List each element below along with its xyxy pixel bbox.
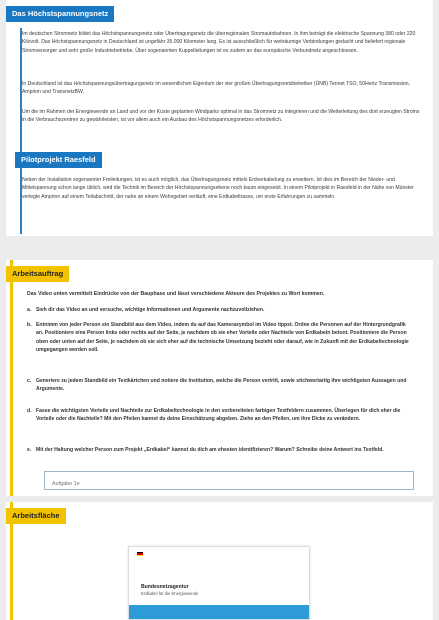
info-paragraph-3: Um die im Rahmen der Energiewende an Land und vor der Küste geplanten Windparks optimal in das Stromnetz zu integrieren und die Weiterleitung des dort erzeugten Stroms in die Verbrauchszentren zu gewährleisten, ist vor allem auch ein Ausbau des Höchstspannungsnetzes erforderlich. <box>22 109 420 124</box>
task-label: d. <box>27 408 32 414</box>
task-text: Fasse die wichtigsten Vorteile und Nachteile zur Erdkabeltechnologie in den vorbereiteten farbigen Textfeldern zusammen. Überlegen für dich eher die Vorteile oder die Nachteile? Mit den Pfeilen kannst du deine Einschätzung abgeben. Ziehe an den Pfeilen, um ihre Dicke zu verändern. <box>36 408 401 423</box>
task-text: Entnimm von jeder Person ein Standbild aus dem Video, indem du auf das Kamerasymbol im Video tippst. Ordne die Personen auf der Hintergrundgrafik an. Positioniere eine Person links oder rechts auf der Seite, je nachdem ob sie eher Vorteile oder Nachteile von Erdkabeln betont. Positioniere die Person oben oder unten auf der Seite, je nachdem ob sie sich eher auf die technische Umsetzung bezieht oder darauf, wie in Zukunft mit der Erdkabeltechnologie umgegangen werden soll. <box>36 322 409 353</box>
answer-input[interactable] <box>45 476 413 493</box>
video-player[interactable] <box>128 546 310 620</box>
task-accent-bar <box>10 260 13 496</box>
task-text: Generiere zu jedem Standbild ein Textkärtchen und notiere die Institution, welche die Person vertritt, sowie stichwortartig ihre wichtigsten Aussagen und Argumente. <box>36 378 407 393</box>
task-item-a <box>27 306 414 314</box>
task-intro: Das Video unten vermittelt Eindrücke von der Bauphase und lässt verschiedene Akteure des Projektes zu Wort kommen. <box>27 291 325 297</box>
workspace-heading: Arbeitsfläche <box>6 508 66 524</box>
task-label: c. <box>27 378 32 384</box>
video-subtitle: Erdkabel für die Energiewende <box>141 591 199 596</box>
task-label: b. <box>27 322 32 328</box>
info-paragraph-1: Im deutschen Stromnetz bildet das Höchstspannungsnetz oder Übertragungsnetz die überregionalen Stromautobahnen. In ihm beträgt die elektrische Spannung 380 oder 220 Kilovolt. Das Höchstspannungsnetz in Deutschland ist ungefähr 35.000 Kilometer lang. Es ist ausschließlich für weiträumige Verbindungen gedacht und beliefert regionale Stromversorger und sehr große Industriebetriebe. Über sogenannten Kuppelleitungen ist es zudem an das europäische Verbundnetz angeschlossen. <box>22 31 416 54</box>
task-item-e <box>27 446 414 454</box>
pilot-paragraph: Neben der Installation sogenannter Freileitungen, ist es auch möglich, das Übertragungsnetz mittels Erdverkabelung zu erweitern. Ist dies im Bereich der Nieder- und Mittelspannung schon lange üblich, wird die Technik im Bereich der Höchstspannungsebene noch kaum eingesetzt. In einem Pilotprojekt in Raesfeld in der Nähe von Münster verlegte Amprion auf einem Teilabschnitt, der nahe an einem Wohngebiet verläuft, eine Erdkabeltrasse, um erste Erfahrungen zu sammeln. <box>22 177 414 200</box>
task-text: Sieh dir das Video an und versuche, wichtige Informationen und Argumente nachzuvollziehen. <box>36 307 265 313</box>
task-heading: Arbeitsauftrag <box>6 266 69 282</box>
task-label: a. <box>27 307 32 313</box>
task-label: e. <box>27 447 32 453</box>
task-item-b <box>27 321 414 354</box>
task-item-c <box>27 377 414 394</box>
info-heading: Das Höchstspannungsnetz <box>6 6 114 22</box>
video-title: Bundesnetzagentur <box>141 584 189 590</box>
flag-icon <box>137 552 143 556</box>
info-accent-bar <box>20 28 22 234</box>
pilot-heading: Pilotprojekt Raesfeld <box>15 152 102 168</box>
answer-textbox[interactable] <box>44 471 414 490</box>
task-item-d <box>27 407 414 424</box>
task-text: Mit der Haltung welcher Person zum Projekt „Erdkabel“ kannst du dich am ehesten identifizieren? Warum? Schreibe deine Antwort ins Textfeld. <box>36 447 384 453</box>
info-paragraph-2: In Deutschland ist das Höchstspannungsübertragungsnetz im wesentlichen Eigentum der vier großen Übertragungsnetzbetreiber (ÜNB) Tennet TSO, 50Hertz Transmission, Amprion und TransnetzBW. <box>22 81 410 96</box>
video-footer-bar <box>129 605 309 619</box>
